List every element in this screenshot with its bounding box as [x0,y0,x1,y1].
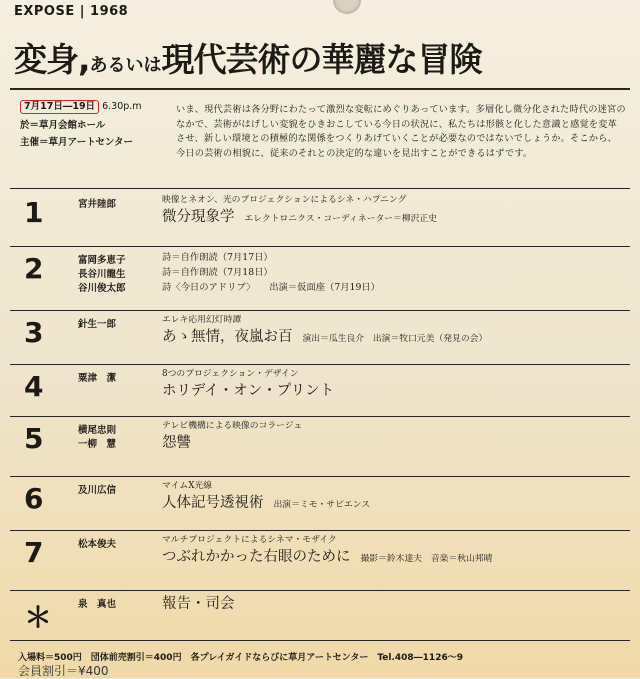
program-body [162,594,622,616]
intro-paragraph: いま、現代芸術は各分野にわたって激烈な変転にめぐりあっています。多層化し微分化された時代の迷宮のなかで、芸術がはげしい変貌をひきおこしている今日の状況に、私たちは形骸と化した意識と感覚を変革させ、新しい環境との積極的な関係をつくりあげていくことが必要なのではないでしょうか。そこから、今日の芸術の相貌に、従来のそれとの決定的な違いを見出すことができるはずです。 [176,104,626,159]
title-connector: あるいは [89,55,162,76]
program-line-text: 詩＝自作朗読（7月18日） [162,267,273,278]
program-body [162,368,622,403]
title-comma: , [78,40,90,79]
program-number: 7 [24,536,44,569]
program-subtitle: テレビ機構による映像のコラージュ [162,421,303,431]
title-main: 変身 [14,40,78,79]
program-title [162,207,622,229]
divider [10,246,630,247]
program-credits: 演出＝瓜生良介 出演＝牧口元美（発見の会） [302,334,488,344]
program-number: 3 [24,316,44,349]
program-credits: エレクトロニクス・コーディネーター＝柳沢正史 [244,214,438,224]
program-row [10,592,630,642]
program-number: 1 [24,196,44,229]
artist-name: 横尾忠則 [78,425,117,436]
program-artists [78,538,116,552]
program-subtitle: エレキ応用幻灯時譚 [162,315,242,325]
program-title [162,381,622,403]
program-body [162,314,622,349]
program-body [162,534,622,569]
program-body [162,194,622,229]
program-title-text: 報告・司会 [162,596,235,612]
program-number: ＊ [24,601,53,634]
program-line-text: 詩＝自作朗読（7月17日） [162,252,273,263]
title-rule [10,88,630,90]
program-title-text: 怨讐 [162,435,191,451]
divider [10,310,630,311]
artist-name: 長谷川龍生 [78,269,126,280]
program-artists [78,598,116,612]
title-subject: 現代芸術の華麗な冒険 [161,40,482,79]
poster-title [14,34,630,81]
program-lines [162,250,622,295]
program-title-text: あゝ無情，夜嵐お百 [162,329,293,345]
divider [10,530,630,531]
event-meta [20,100,142,149]
program-title-text: 人体記号透視術 [162,495,264,511]
program-artists [78,372,116,386]
program-row [10,366,630,418]
program-row [10,478,630,532]
artist-name: 富岡多恵子 [78,255,126,266]
program-subtitle: 映像とネオン、光のプロジェクションによるシネ・ハプニング [162,195,407,205]
program-line [162,265,622,280]
program-line-text: 詩〈今日のアドリブ〉 [162,282,256,293]
event-time: 6.30p.m [102,101,142,112]
poster-header: EXPOSE | 1968 [14,4,129,19]
program-row [10,248,630,312]
program-credits: 撮影＝鈴木達夫 音楽＝秋山邦晴 [360,554,493,564]
program-title-text: 微分現象学 [162,209,235,225]
program-artists [78,424,116,452]
program-line-extra: 出演＝仮面座（7月19日） [269,282,380,293]
divider [10,590,630,591]
program-title-text: ホリデイ・オン・プリント [162,383,335,399]
program-subtitle: 8つのプロジェクション・デザイン [162,369,299,379]
event-organizer: 主催＝草月アートセンター [20,137,134,148]
artist-name: 一柳 慧 [78,439,117,450]
artist-name: 谷川俊太郎 [78,283,126,294]
divider [10,188,630,189]
divider [10,476,630,477]
program-row [10,532,630,592]
artist-name: 宮井陸郎 [78,199,117,210]
divider [10,364,630,365]
program-line [162,250,622,265]
program-title [162,493,622,515]
program-artists [78,484,116,498]
program-number: 5 [24,422,44,455]
program-title [162,594,622,616]
program-row [10,418,630,478]
artist-name: 松本俊夫 [78,539,117,550]
program-credits: 出演＝ミモ・サピエンス [273,500,371,510]
artist-name: 粟津 潔 [78,373,117,384]
program-title-text: つぶれかかった右眼のために [162,549,351,565]
event-venue: 於＝草月会館ホール [20,120,106,131]
program-line [162,280,622,295]
program-row [10,192,630,248]
program-subtitle: マイムX光線 [162,481,213,491]
program-artists [78,198,116,212]
program-number: 2 [24,252,44,285]
artist-name: 針生一郎 [78,319,117,330]
program-title [162,433,622,455]
program-subtitle: マルチプロジェクトによるシネマ・モザイク [162,535,337,545]
program-title [162,547,622,569]
program-artists [78,254,126,296]
event-date: 7月17日―19日 [20,100,99,114]
divider [10,416,630,417]
program-body [162,250,622,295]
program-number: 6 [24,482,44,515]
program-body [162,420,622,455]
program-title [162,327,622,349]
artist-name: 及川広信 [78,485,117,496]
member-discount: 会員割引＝¥400 [18,664,109,678]
program-body [162,480,622,515]
artist-name: 泉 真也 [78,599,117,610]
program-number: 4 [24,370,44,403]
program-artists [78,318,116,332]
ticket-info: 入場料＝500円 団体前売割引＝400円 各プレイガイドならびに草月アートセンター Tel.408―1126〜9 [18,653,463,663]
divider [10,640,630,641]
program-row [10,312,630,366]
